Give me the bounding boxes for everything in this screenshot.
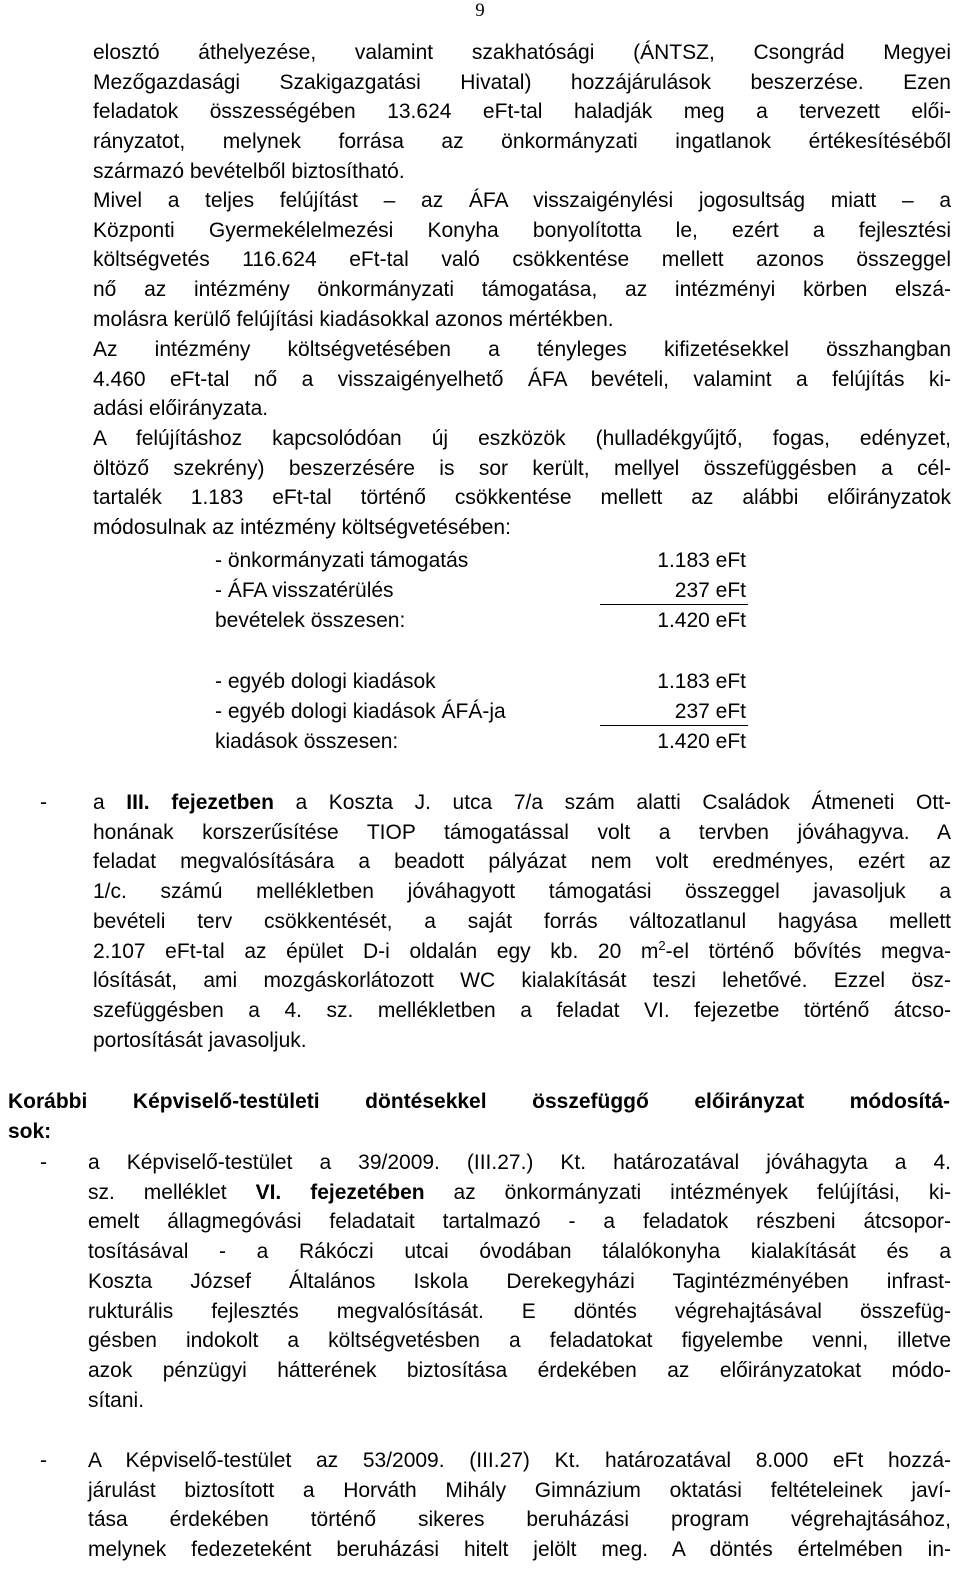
text-line: azok pénzügyi hátterének biztosítása érdekében az előirányzatokat módo- bbox=[88, 1358, 951, 1382]
text-line bbox=[93, 788, 951, 818]
heading-line: Korábbi Képviselő-testületi döntésekkel összefüggő előirányzat módosítá- bbox=[8, 1090, 950, 1113]
text: 2.107 eFt-tal az épület D-i oldalán egy kb. 20 m bbox=[93, 939, 659, 963]
text-line: 1/c. számú mellékletben jóváhagyott támogatási összeggel javasoljuk a bbox=[93, 880, 951, 904]
paragraph-4 bbox=[93, 424, 951, 543]
budget-amount: 1.420 eFt bbox=[657, 609, 746, 632]
paragraph-1 bbox=[93, 38, 951, 187]
text-line: bevételi terv csökkentését, a saját forrás változatlanul hagyása mellett bbox=[93, 909, 951, 933]
text-line: A felújításhoz kapcsolódóan új eszközök (hulladékgyűjtő, fogas, edényzet, bbox=[93, 427, 951, 450]
budget-amount: 1.183 eFt bbox=[657, 549, 746, 572]
superscript: 2 bbox=[658, 937, 666, 953]
text-line: portosítását javasoljuk. bbox=[93, 1028, 307, 1052]
text-line: költségvetés 116.624 eFt-tal való csökkentése mellett azonos összeggel bbox=[93, 248, 951, 272]
text-line: elosztó áthelyezése, valamint szakhatósági (ÁNTSZ, Csongrád Megyei bbox=[93, 41, 951, 64]
text-line: járulást biztosított a Horváth Mihály Gimnázium oktatási feltételeinek javí- bbox=[88, 1478, 951, 1502]
text-line: Mezőgazdasági Szakigazgatási Hivatal) hozzájárulások beszerzése. Ezen bbox=[93, 70, 951, 94]
text: a Koszta J. utca 7/a szám alatti Családok Átmeneti Ott- bbox=[273, 791, 951, 814]
sum-underline bbox=[600, 604, 748, 605]
budget-label: kiadások összesen: bbox=[215, 730, 399, 753]
text-line: Központi Gyermekélelmezési Konyha bonyolította le, ezért a fejlesztési bbox=[93, 218, 951, 242]
text-line: adási előirányzata. bbox=[93, 397, 269, 421]
text-line: rukturális fejlesztés megvalósítását. E döntés végrehajtásával összefüg- bbox=[88, 1299, 951, 1323]
text-line: 4.460 eFt-tal nő a visszaigényelhető ÁFA bevételi, valamint a felújítás ki- bbox=[93, 367, 951, 391]
heading-line: sok: bbox=[8, 1119, 52, 1143]
text-line: módosulnak az intézmény költségvetésében: bbox=[93, 516, 511, 540]
text-line: Mivel a teljes felújítást – az ÁFA visszaigénylési jogosultság miatt – a bbox=[93, 189, 951, 212]
budget-row bbox=[215, 546, 750, 576]
text: az önkormányzati intézmények felújítási, ki- bbox=[424, 1180, 951, 1204]
list-item-iii-fejezet bbox=[93, 788, 951, 1055]
budget-row bbox=[215, 697, 750, 727]
text-line: Koszta József Általános Iskola Derekegyházi Tagintézményében infrast- bbox=[88, 1269, 951, 1293]
text-line: öltöző szekrény) beszerzésére is sor került, mellyel összefüggésben a cél- bbox=[93, 456, 951, 480]
list-dash: - bbox=[40, 1151, 47, 1174]
budget-row-total bbox=[215, 727, 750, 757]
budget-row-total bbox=[215, 606, 750, 636]
budget-row bbox=[215, 576, 750, 606]
budget-label: - ÁFA visszatérülés bbox=[215, 579, 394, 602]
text-line: a Képviselő-testület a 39/2009. (III.27.) Kt. határozatával jóváhagyta a 4. bbox=[88, 1151, 951, 1174]
text-line: molásra kerülő felújítási kiadásokkal azonos mértékben. bbox=[93, 307, 614, 331]
budget-label: - egyéb dologi kiadások bbox=[215, 670, 436, 693]
paragraph-3 bbox=[93, 335, 951, 424]
paragraph-2 bbox=[93, 186, 951, 335]
bold-text: III. fejezetben bbox=[126, 791, 274, 814]
text-line: feladatok összességében 13.624 eFt-tal haladják meg a tervezett elői- bbox=[93, 100, 951, 124]
text-line: tartalék 1.183 eFt-tal történő csökkentése mellett az alábbi előirányzatok bbox=[93, 486, 951, 510]
text-line: tosításával - a Rákóczi utcai óvodában tálalókonyha kialakítását és a bbox=[88, 1240, 951, 1264]
list-dash: - bbox=[40, 791, 47, 814]
text-line bbox=[88, 1178, 951, 1208]
list-item-53-2009 bbox=[88, 1446, 951, 1565]
budget-label: - egyéb dologi kiadások ÁFÁ-ja bbox=[215, 700, 506, 723]
text-line bbox=[93, 937, 951, 967]
text: -el történő bővítés megva- bbox=[665, 939, 951, 963]
text-line: nő az intézmény önkormányzati támogatása, az intézményi körben elszá- bbox=[93, 278, 951, 302]
text-line: tása érdekében történő sikeres beruházási program végrehajtásához, bbox=[88, 1508, 951, 1532]
text-line: sítani. bbox=[88, 1388, 145, 1412]
text-line: lósítását, ami mozgáskorlátozott WC kialakítását teszi lehetővé. Ezzel ösz- bbox=[93, 969, 951, 993]
text-line: származó bevételből biztosítható. bbox=[93, 159, 405, 183]
text-line: gésben indokolt a költségvetésben a feladatokat figyelembe venni, illetve bbox=[88, 1329, 951, 1353]
list-item-39-2009 bbox=[88, 1148, 951, 1415]
budget-label: - önkormányzati támogatás bbox=[215, 549, 469, 572]
text-line: feladat megvalósítására a beadott pályázat nem volt eredményes, ezért az bbox=[93, 850, 951, 874]
section-heading bbox=[8, 1087, 950, 1146]
budget-amount: 1.183 eFt bbox=[657, 670, 746, 693]
text-line: rányzatot, melynek forrása az önkormányzati ingatlanok értékesítéséből bbox=[93, 130, 951, 154]
budget-amount: 237 eFt bbox=[674, 700, 746, 723]
text: a bbox=[93, 791, 127, 814]
sum-underline bbox=[600, 725, 748, 726]
text-line: A Képviselő-testület az 53/2009. (III.27) Kt. határozatával 8.000 eFt hozzá- bbox=[88, 1449, 951, 1472]
budget-amount: 237 eFt bbox=[674, 579, 746, 602]
budget-row bbox=[215, 667, 750, 697]
page-number: 9 bbox=[475, 0, 485, 21]
text-line: emelt állagmegóvási feladatait tartalmazó - a feladatok részbeni átcsopor- bbox=[88, 1210, 951, 1234]
budget-amount: 1.420 eFt bbox=[657, 730, 746, 753]
budget-label: bevételek összesen: bbox=[215, 609, 406, 632]
text-line: szefüggésben a 4. sz. mellékletben a feladat VI. fejezetbe történő átcso- bbox=[93, 998, 951, 1022]
text-line: Az intézmény költségvetésében a tényleges kifizetésekkel összhangban bbox=[93, 338, 951, 361]
text-line: melynek fedezeteként beruházási hitelt jelölt meg. A döntés értelmében in- bbox=[88, 1538, 951, 1562]
text-line: honának korszerűsítése TIOP támogatással volt a tervben jóváhagyva. A bbox=[93, 820, 951, 844]
list-dash: - bbox=[40, 1449, 47, 1472]
bold-text: VI. fejezetében bbox=[255, 1180, 425, 1204]
text: sz. melléklet bbox=[88, 1180, 256, 1204]
